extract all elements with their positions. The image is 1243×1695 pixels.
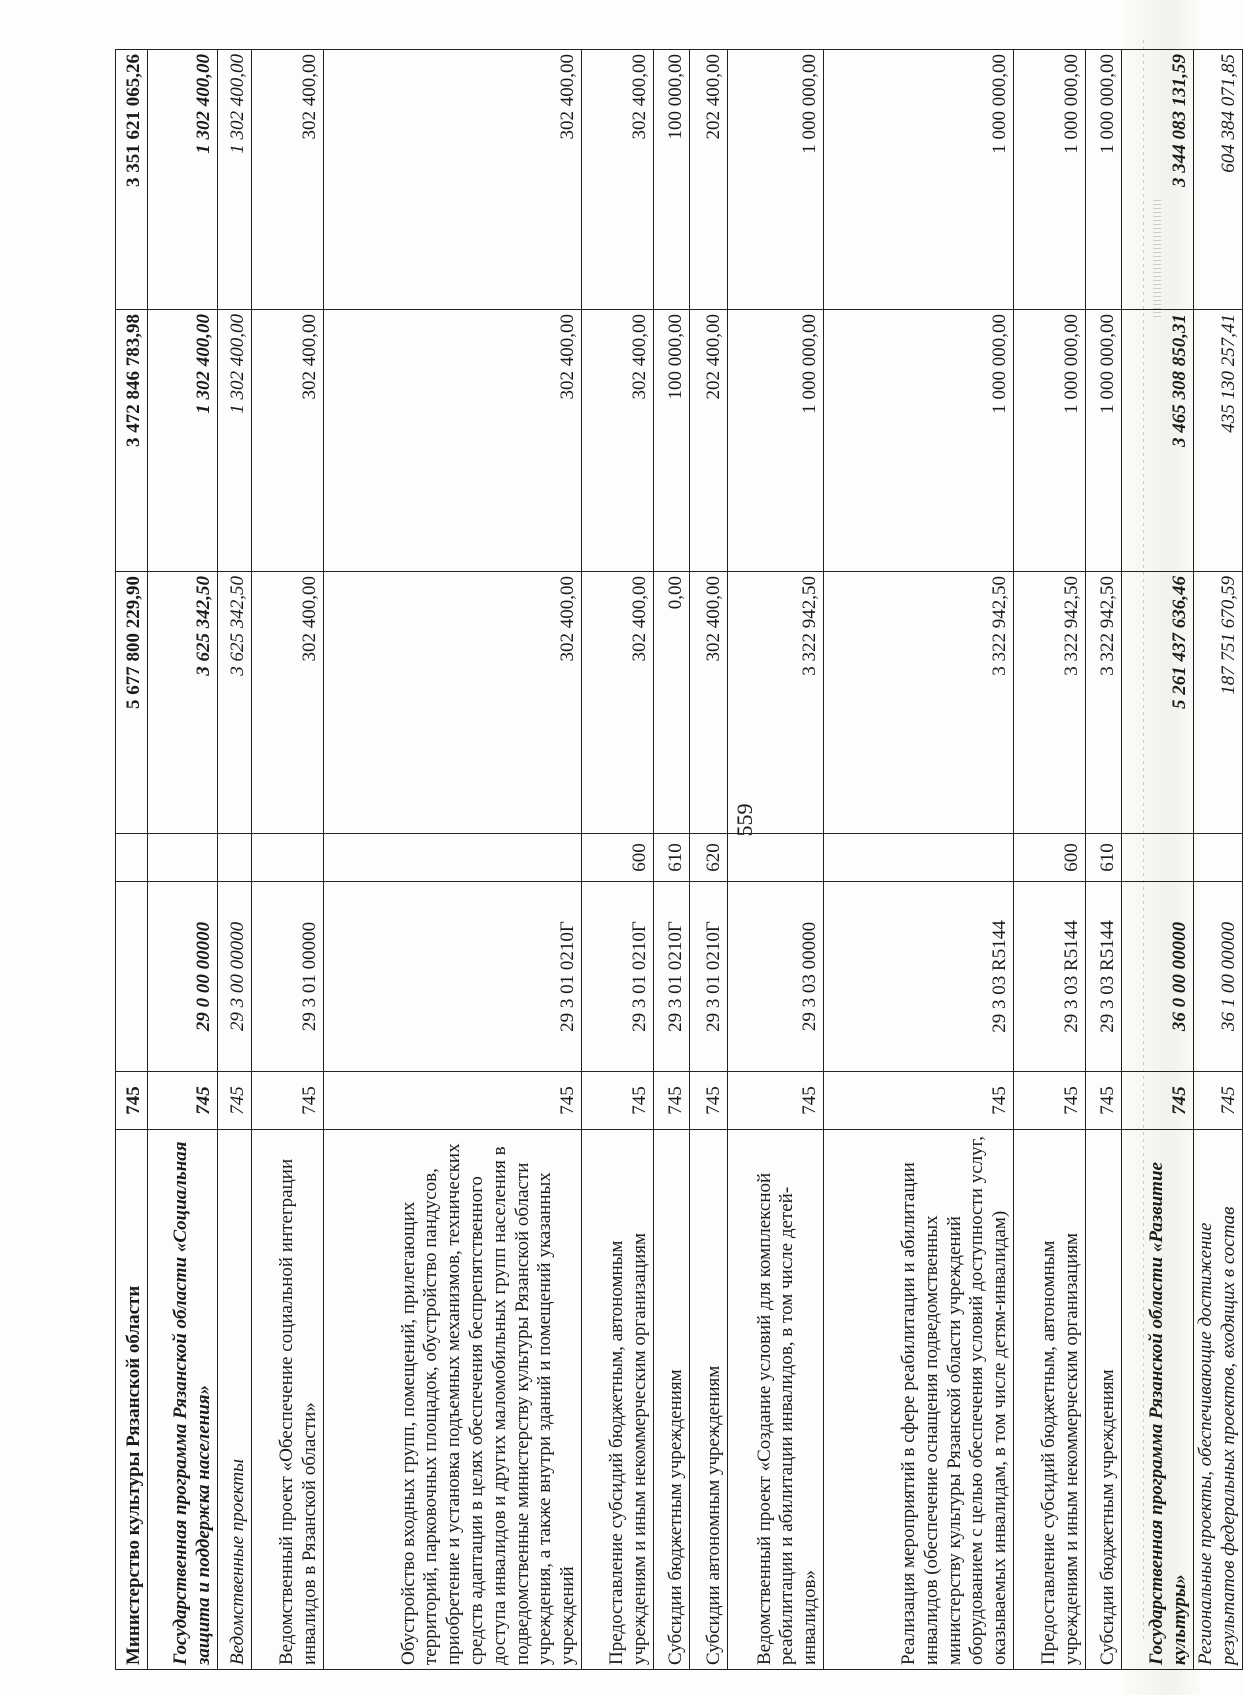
row-target-article: 29 3 01 0210Г [582,882,654,1072]
row-amount-year2: 1 000 000,00 [1086,310,1122,572]
table-row [824,50,1014,1670]
row-name: Реализация мероприятий в сфере реабилитации и абилитации инвалидов (обеспечение оснащения подведомственных министерству культуры Рязанской области учреждений оборудованием с целью обеспечения условий доступности услуг, оказываемых инвалидам, в том числе детям-инвалидам) [824,1130,1014,1670]
row-expense-type [1194,834,1243,882]
row-code: 745 [1122,1072,1194,1130]
table-row [1086,50,1122,1670]
row-code: 745 [582,1072,654,1130]
row-amount-year2: 3 472 846 783,98 [116,310,148,572]
row-expense-type: 620 [690,834,728,882]
budget-table [115,49,1243,1670]
row-amount-year3: 1 000 000,00 [728,50,824,310]
row-amount-year2: 1 000 000,00 [1014,310,1086,572]
row-amount-year1: 5 261 437 636,46 [1122,572,1194,834]
row-target-article: 29 3 01 00000 [252,882,324,1072]
table-row [728,50,824,1670]
row-amount-year3: 1 302 400,00 [148,50,218,310]
row-amount-year1: 187 751 670,59 [1194,572,1243,834]
row-name: Субсидии бюджетным учреждениям [1086,1130,1122,1670]
rotated-table-container [115,50,1239,1670]
row-expense-type [116,834,148,882]
table-row [252,50,324,1670]
row-amount-year1: 5 677 800 229,90 [116,572,148,834]
row-name: Ведомственные проекты [218,1130,252,1670]
row-amount-year3: 202 400,00 [690,50,728,310]
row-amount-year3: 302 400,00 [252,50,324,310]
row-amount-year1: 0,00 [654,572,690,834]
table-row [1194,50,1243,1670]
row-name: Ведомственный проект «Обеспечение социальной интеграции инвалидов в Рязанской области» [252,1130,324,1670]
row-amount-year1: 302 400,00 [690,572,728,834]
row-amount-year3: 3 351 621 065,26 [116,50,148,310]
row-code: 745 [218,1072,252,1130]
row-target-article: 29 3 01 0210Г [690,882,728,1072]
row-code: 745 [252,1072,324,1130]
row-amount-year3: 100 000,00 [654,50,690,310]
row-code: 745 [324,1072,582,1130]
row-expense-type: 600 [1014,834,1086,882]
row-amount-year3: 1 000 000,00 [1014,50,1086,310]
row-expense-type [252,834,324,882]
row-name: Ведомственный проект «Создание условий для комплексной реабилитации и абилитации инвалидов, в том числе детей-инвалидов» [728,1130,824,1670]
row-amount-year2: 202 400,00 [690,310,728,572]
row-name: Обустройство входных групп, помещений, прилегающих территорий, парковочных площадок, обустройство пандусов, приобретение и установка подъемных механизмов, технических средств адаптации в целях обеспечения беспрепятственного доступа инвалидов и других маломобильных групп населения в подведомственные министерству культуры Рязанской области учреждения, а также внутри зданий и помещений указанных учреждений [324,1130,582,1670]
row-amount-year1: 302 400,00 [324,572,582,834]
row-target-article: 36 1 00 00000 [1194,882,1243,1072]
row-target-article: 29 3 03 R5144 [1086,882,1122,1072]
table-row [690,50,728,1670]
table-row [218,50,252,1670]
row-expense-type: 610 [1086,834,1122,882]
row-target-article: 29 0 00 00000 [148,882,218,1072]
row-amount-year2: 302 400,00 [324,310,582,572]
row-name: Предоставление субсидий бюджетным, автономным учреждениям и иным некоммерческим организациям [582,1130,654,1670]
row-expense-type [1122,834,1194,882]
row-code: 745 [1194,1072,1243,1130]
row-expense-type [218,834,252,882]
row-amount-year2: 1 302 400,00 [148,310,218,572]
table-row [1122,50,1194,1670]
table-row [148,50,218,1670]
row-amount-year2: 1 302 400,00 [218,310,252,572]
row-expense-type: 600 [582,834,654,882]
row-code: 745 [1014,1072,1086,1130]
row-name: Государственная программа Рязанской области «Развитие культуры» [1122,1130,1194,1670]
row-amount-year1: 3 322 942,50 [1086,572,1122,834]
row-expense-type [324,834,582,882]
row-code: 745 [690,1072,728,1130]
row-code: 745 [824,1072,1014,1130]
row-target-article: 29 3 03 00000 [728,882,824,1072]
row-amount-year1: 3 625 342,50 [148,572,218,834]
row-expense-type: 610 [654,834,690,882]
table-row [582,50,654,1670]
row-target-article: 36 0 00 00000 [1122,882,1194,1072]
row-target-article: 29 3 03 R5144 [1014,882,1086,1072]
row-amount-year2: 1 000 000,00 [824,310,1014,572]
row-amount-year1: 3 322 942,50 [824,572,1014,834]
row-expense-type [148,834,218,882]
row-amount-year1: 3 625 342,50 [218,572,252,834]
row-target-article: 29 3 01 0210Г [654,882,690,1072]
row-amount-year2: 100 000,00 [654,310,690,572]
table-row [324,50,582,1670]
table-row [1014,50,1086,1670]
row-name: Субсидии бюджетным учреждениям [654,1130,690,1670]
row-target-article [116,882,148,1072]
row-amount-year3: 1 000 000,00 [1086,50,1122,310]
row-amount-year2: 435 130 257,41 [1194,310,1243,572]
row-amount-year2: 302 400,00 [252,310,324,572]
table-row [654,50,690,1670]
row-amount-year2: 3 465 308 850,31 [1122,310,1194,572]
row-name: Государственная программа Рязанской области «Социальная защита и поддержка населения» [148,1130,218,1670]
table-row [116,50,148,1670]
row-amount-year3: 302 400,00 [582,50,654,310]
row-target-article: 29 3 00 00000 [218,882,252,1072]
row-name: Региональные проекты, обеспечивающие достижение результатов федеральных проектов, входящих в состав [1194,1130,1243,1670]
row-name: Предоставление субсидий бюджетным, автономным учреждениям и иным некоммерческим организациям [1014,1130,1086,1670]
row-code: 745 [116,1072,148,1130]
row-expense-type [728,834,824,882]
row-amount-year1: 302 400,00 [252,572,324,834]
row-code: 745 [148,1072,218,1130]
row-code: 745 [728,1072,824,1130]
row-target-article: 29 3 03 R5144 [824,882,1014,1072]
row-name: Субсидии автономным учреждениям [690,1130,728,1670]
row-target-article: 29 3 01 0210Г [324,882,582,1072]
row-amount-year1: 3 322 942,50 [1014,572,1086,834]
row-amount-year1: 302 400,00 [582,572,654,834]
table-body [116,50,1243,1670]
row-amount-year3: 604 384 071,85 [1194,50,1243,310]
row-amount-year2: 302 400,00 [582,310,654,572]
row-amount-year1: 3 322 942,50 [728,572,824,834]
row-amount-year3: 3 344 083 131,59 [1122,50,1194,310]
row-amount-year2: 1 000 000,00 [728,310,824,572]
row-code: 745 [1086,1072,1122,1130]
row-amount-year3: 1 302 400,00 [218,50,252,310]
row-code: 745 [654,1072,690,1130]
row-name: Министерство культуры Рязанской области [116,1130,148,1670]
page-number: 559 [732,803,757,837]
row-amount-year3: 1 000 000,00 [824,50,1014,310]
row-amount-year3: 302 400,00 [324,50,582,310]
row-expense-type [824,834,1014,882]
